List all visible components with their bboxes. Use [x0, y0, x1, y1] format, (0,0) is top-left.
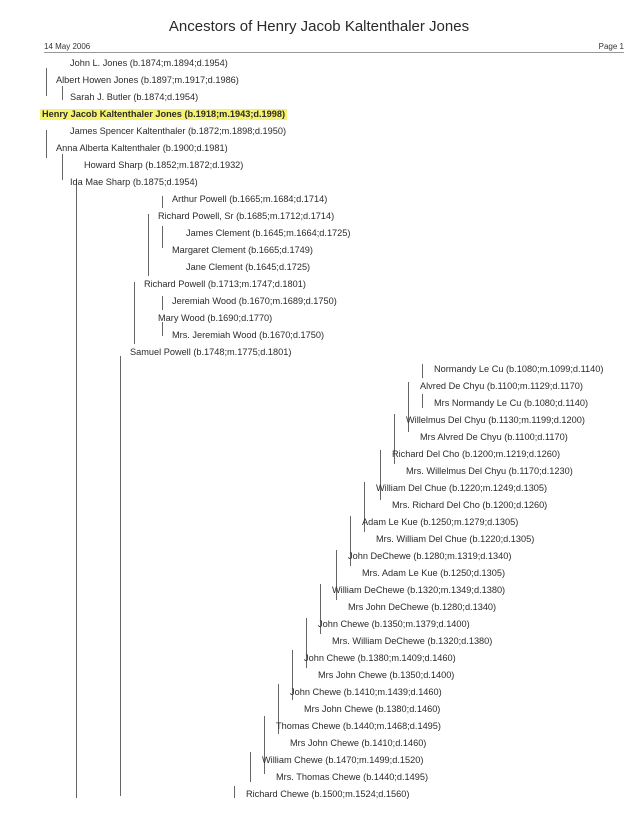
ancestor-entry: John Chewe (b.1350;m.1379;d.1400)	[318, 619, 470, 629]
tree-connector	[162, 322, 163, 336]
ancestor-entry: Ida Mae Sharp (b.1875;d.1954)	[70, 177, 198, 187]
ancestor-entry: Richard Powell, Sr (b.1685;m.1712;d.1714)	[158, 211, 335, 221]
ancestor-entry: Normandy Le Cu (b.1080;m.1099;d.1140)	[434, 364, 604, 374]
ancestor-entry: William DeChewe (b.1320;m.1349;d.1380)	[332, 585, 506, 595]
ancestor-entry: William Del Chue (b.1220;m.1249;d.1305)	[376, 483, 548, 493]
tree-connector	[422, 394, 423, 408]
ancestor-entry: Mrs Normandy Le Cu (b.1080;d.1140)	[434, 398, 589, 408]
tree-connector	[46, 130, 47, 158]
tree-connector	[62, 154, 63, 180]
ancestor-entry: Mrs. Willelmus Del Chyu (b.1170;d.1230)	[406, 466, 573, 476]
document-title: Ancestors of Henry Jacob Kaltenthaler Jones	[168, 18, 470, 35]
ancestor-entry: Richard Del Cho (b.1200;m.1219;d.1260)	[392, 449, 561, 459]
ancestor-entry: Mrs. William Del Chue (b.1220;d.1305)	[376, 534, 535, 544]
ancestor-entry: Richard Chewe (b.1500;m.1524;d.1560)	[246, 789, 410, 799]
page-number: Page 1	[598, 42, 624, 51]
tree-connector	[120, 356, 121, 796]
ancestor-entry: Mrs John Chewe (b.1380;d.1460)	[304, 704, 441, 714]
ancestor-entry: Mrs. Thomas Chewe (b.1440;d.1495)	[276, 772, 429, 782]
ancestor-entry: John DeChewe (b.1280;m.1319;d.1340)	[348, 551, 512, 561]
tree-connector	[422, 364, 423, 378]
ancestor-entry: Adam Le Kue (b.1250;m.1279;d.1305)	[362, 517, 519, 527]
ancestor-entry: William Chewe (b.1470;m.1499;d.1520)	[262, 755, 424, 765]
header-rule	[44, 52, 624, 53]
ancestor-entry: Mrs. Jeremiah Wood (b.1670;d.1750)	[172, 330, 325, 340]
tree-connector	[234, 786, 235, 798]
ancestor-entry: Jeremiah Wood (b.1670;m.1689;d.1750)	[172, 296, 337, 306]
tree-connector	[134, 282, 135, 344]
ancestor-entry: John L. Jones (b.1874;m.1894;d.1954)	[70, 58, 228, 68]
ancestor-entry: James Spencer Kaltenthaler (b.1872;m.1898;d.1950)	[70, 126, 287, 136]
ancestor-entry: Arthur Powell (b.1665;m.1684;d.1714)	[172, 194, 328, 204]
ancestor-entry: Margaret Clement (b.1665;d.1749)	[172, 245, 313, 255]
print-date: 14 May 2006	[44, 42, 91, 51]
ancestor-entry: Samuel Powell (b.1748;m.1775;d.1801)	[130, 347, 292, 357]
ancestor-entry: Mrs John Chewe (b.1350;d.1400)	[318, 670, 455, 680]
ancestor-entry: John Chewe (b.1410;m.1439;d.1460)	[290, 687, 442, 697]
ancestor-entry: Mrs John Chewe (b.1410;d.1460)	[290, 738, 427, 748]
ancestor-entry: John Chewe (b.1380;m.1409;d.1460)	[304, 653, 456, 663]
ancestor-entry: Mrs. William DeChewe (b.1320;d.1380)	[332, 636, 493, 646]
ancestor-entry: Alvred De Chyu (b.1100;m.1129;d.1170)	[420, 381, 583, 391]
tree-connector	[162, 226, 163, 248]
ancestor-entry: Howard Sharp (b.1852;m.1872;d.1932)	[84, 160, 244, 170]
ancestor-entry: Jane Clement (b.1645;d.1725)	[186, 262, 311, 272]
ancestor-entry-highlighted: Henry Jacob Kaltenthaler Jones (b.1918;m.1943;d.1998)	[42, 109, 286, 119]
ancestor-entry: Thomas Chewe (b.1440;m.1468;d.1495)	[276, 721, 441, 731]
ancestor-entry: Mrs. Richard Del Cho (b.1200;d.1260)	[392, 500, 548, 510]
ancestor-entry: Richard Powell (b.1713;m.1747;d.1801)	[144, 279, 306, 289]
ancestor-entry: Albert Howen Jones (b.1897;m.1917;d.1986)	[56, 75, 239, 85]
tree-connector	[62, 86, 63, 100]
ancestor-entry: Sarah J. Butler (b.1874;d.1954)	[70, 92, 199, 102]
tree-connector	[148, 214, 149, 276]
tree-connector	[162, 196, 163, 208]
ancestor-entry: Mrs John DeChewe (b.1280;d.1340)	[348, 602, 497, 612]
ancestor-entry: Mrs Alvred De Chyu (b.1100;d.1170)	[420, 432, 568, 442]
ancestor-entry: James Clement (b.1645;m.1664;d.1725)	[186, 228, 351, 238]
ancestor-entry: Anna Alberta Kaltenthaler (b.1900;d.1981)	[56, 143, 228, 153]
ancestor-entry: Mary Wood (b.1690;d.1770)	[158, 313, 273, 323]
ancestor-entry: Mrs. Adam Le Kue (b.1250;d.1305)	[362, 568, 506, 578]
tree-connector	[162, 296, 163, 310]
tree-connector	[250, 752, 251, 782]
tree-connector	[76, 180, 77, 798]
ancestor-entry: Willelmus Del Chyu (b.1130;m.1199;d.1200)	[406, 415, 585, 425]
tree-connector	[46, 68, 47, 96]
